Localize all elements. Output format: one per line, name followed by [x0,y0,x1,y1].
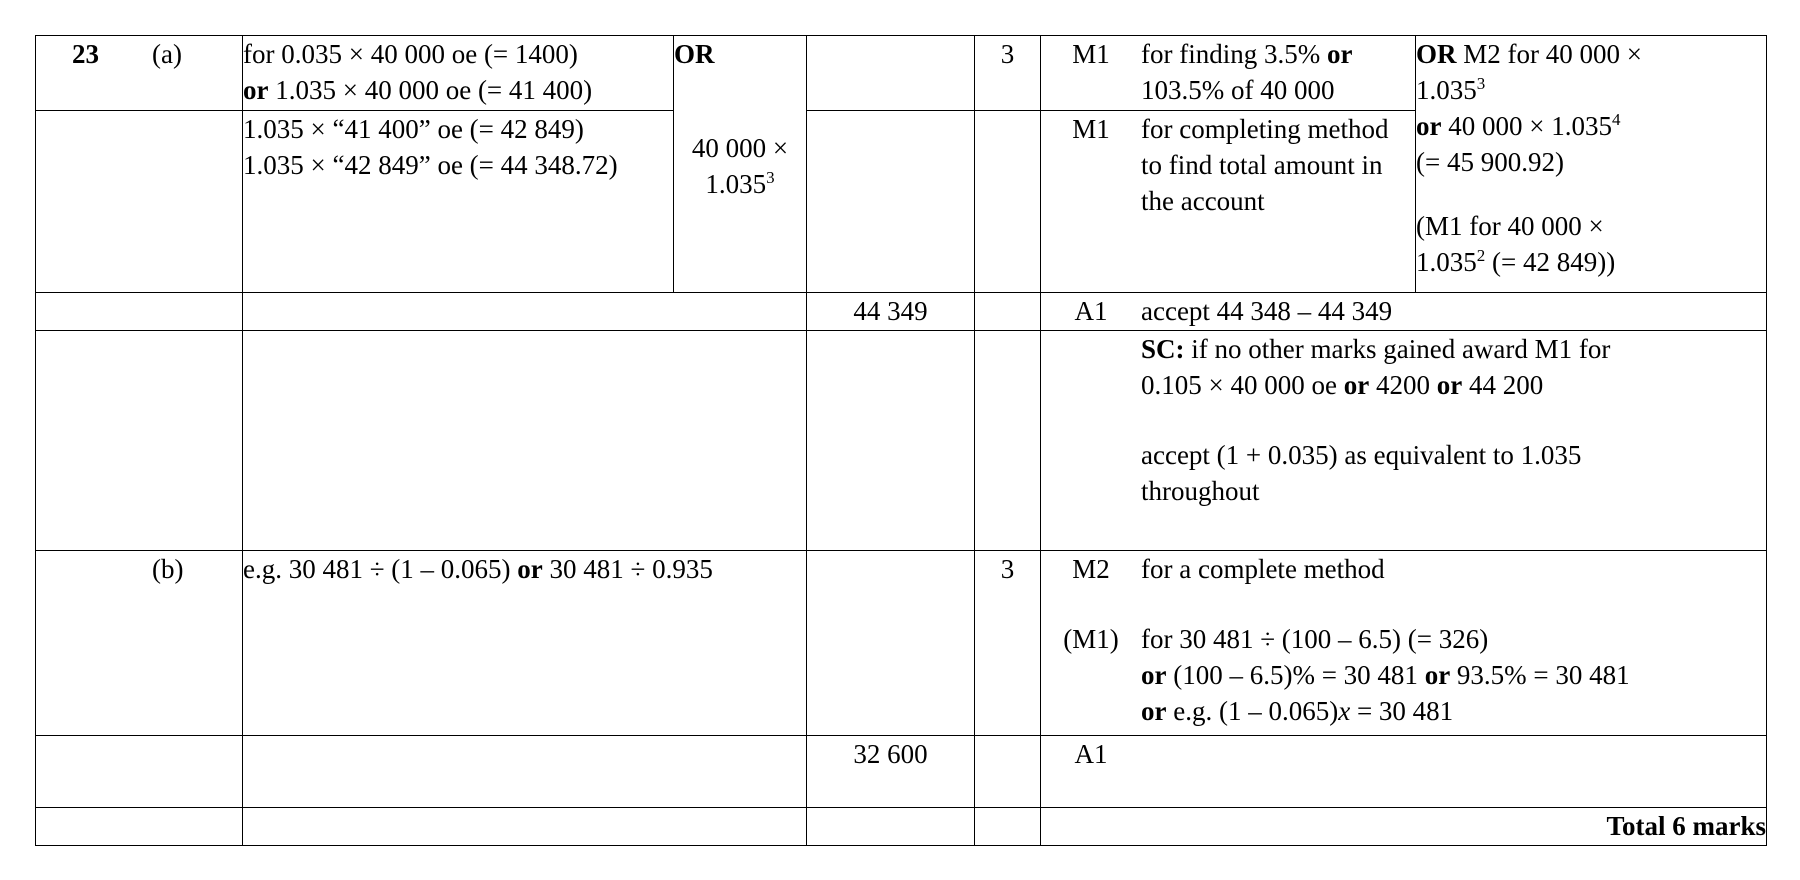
row-b-answer [36,735,1767,807]
marks-cell-empty [975,735,1041,807]
special-case-note: SC: if no other marks gained award M1 for 0.105 × 40 000 oe or 4200 or 44 200 accept (1 + 0.035) as equivalent to 1.035 throughout [1041,331,1767,551]
marks-cell-empty [975,292,1041,330]
answer-cell-empty [807,550,975,735]
question-cell-empty [36,292,243,330]
mark-code: (M1) [1063,623,1119,654]
mark-code: A1 [1074,295,1108,326]
question-cell-empty [36,807,243,845]
question-number: 23 [72,39,99,69]
mark-text: for 30 481 ÷ (100 – 6.5) (= 326) or (100 – 6.5)% = 30 481 or 93.5% = 30 481 or e.g. (1 – 0.065)x = 30 481 [1141,623,1630,726]
mark-text: accept 44 348 – 44 349 [1141,295,1393,326]
marks-cell-empty [975,807,1041,845]
mark-a1-a [1041,292,1767,330]
mark-b-method [1041,550,1767,735]
question-cell [36,36,243,111]
row-a-special-case [36,331,1767,551]
row-b-method [36,550,1767,735]
marks-cell-empty [975,111,1041,293]
answer-cell-empty [807,36,975,111]
working-cell-empty [243,807,807,845]
mark-code: M2 [1072,553,1110,584]
mark-text: for completing method to find total amount in the account [1141,114,1389,217]
question-cell-empty [36,111,243,293]
row-a-method-1 [36,36,1767,111]
mark-m1-finding [1041,36,1416,111]
or-heading: OR [674,39,715,69]
working-cell-empty [243,735,807,807]
answer-cell-empty [807,111,975,293]
answer-a: 44 349 [807,292,975,330]
row-a-answer [36,292,1767,330]
row-total [36,807,1767,845]
marks-cell-empty [975,331,1041,551]
alternative-method-note: OR M2 for 40 000 × $1.035^3$ or 40 $000 \times 1.035^4$ (= 45 900.92) (M1 for 40 000 × $1.035^2$ (= 42 849)) [1416,36,1767,293]
mark-text: for a complete method [1141,553,1385,584]
answer-b: 32 600 [807,735,975,807]
answer-cell-empty [807,807,975,845]
alternative-working: 40 000 × $1.035^3$ [691,133,789,199]
mark-code: M1 [1072,114,1110,145]
working-cell-empty [243,331,807,551]
working-b: e.g. 30 481 ÷ (1 – 0.065) or 30 481 ÷ 0.935 [243,550,807,735]
mark-code: A1 [1074,738,1108,769]
working-cell-empty [243,292,807,330]
marks-b: 3 [975,550,1041,735]
question-cell-b [36,550,243,735]
alternative-working-cell [674,36,807,293]
mark-scheme-table [35,35,1767,846]
working-a-2: 1.035 × “41 400” oe (= 42 849) 1.035 × “42 849” oe (= 44 348.72) [243,111,674,293]
mark-code: M1 [1072,39,1110,69]
working-a-1-line-2: or 1.035 × 40 000 oe (= 41 400) [243,75,593,105]
total-marks: Total 6 marks [1041,807,1767,845]
question-cell-empty [36,735,243,807]
marks-a: 3 [975,36,1041,111]
part-a-label: (a) [152,39,182,69]
mark-a1-b [1041,735,1767,807]
working-a-1 [243,36,674,111]
mark-m1-completing [1041,111,1416,293]
working-a-1-line-1: for 0.035 × 40 000 oe (= 1400) [243,39,578,69]
answer-cell-empty [807,331,975,551]
mark-text: for finding 3.5% or 103.5% of 40 000 [1141,39,1353,105]
part-b-label: (b) [152,553,184,584]
question-cell-empty [36,331,243,551]
